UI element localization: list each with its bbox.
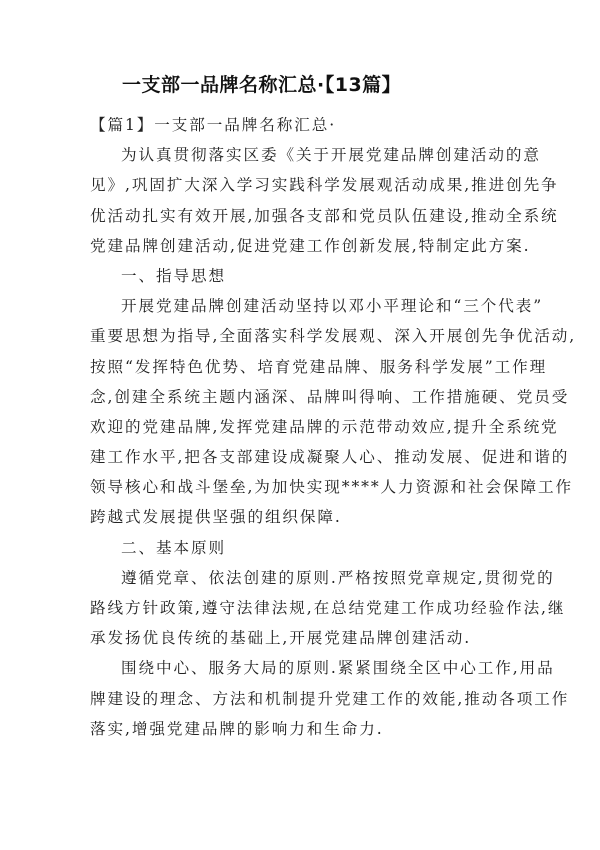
text-line: 党建品牌创建活动,促进党建工作创新发展,特制定此方案.	[90, 236, 531, 255]
text-line: 优活动扎实有效开展,加强各支部和党员队伍建设,推动全系统	[90, 206, 559, 225]
text-line: 欢迎的党建品牌,发挥党建品牌的示范带动效应,提升全系统党	[90, 417, 559, 436]
paragraph-intro	[90, 140, 559, 261]
text-line: 念,创建全系统主题内涵深、品牌叫得响、工作措施硬、党员受	[90, 387, 570, 406]
text-line: 路线方针政策,遵守法律法规,在总结党建工作成功经验作法,继	[90, 599, 566, 617]
paragraph-principle-serve-center	[90, 653, 570, 744]
text-line: 遵循党章、依法创建的原则.严格按照党章规定,贯彻党的	[121, 568, 555, 587]
text-line: 按照“发挥特色优势、培育党建品牌、服务科学发展”工作理	[90, 357, 548, 376]
paragraph-guiding-ideology	[90, 291, 577, 533]
text-line: 见》,巩固扩大深入学习实践科学发展观活动成果,推进创先争	[90, 176, 559, 195]
text-line: 重要思想为指导,全面落实科学发展观、深入开展创先争优活动,	[90, 327, 577, 346]
article-label: 【篇1】一支部一品牌名称汇总·	[90, 116, 337, 134]
text-line: 开展党建品牌创建活动坚持以邓小平理论和“三个代表”	[121, 297, 544, 316]
document-title: 一支部一品牌名称汇总·【13篇】	[122, 74, 402, 96]
text-line: 跨越式发展提供坚强的组织保障.	[90, 508, 342, 527]
text-line: 牌建设的理念、方法和机制提升党建工作的效能,推动各项工作	[90, 689, 570, 708]
text-line: 承发扬优良传统的基础上,开展党建品牌创建活动.	[90, 629, 472, 648]
section-heading-guiding-ideology: 一、指导思想	[121, 266, 226, 285]
text-line: 建工作水平,把各支部建设成凝聚人心、推动发展、促进和谐的	[90, 448, 570, 467]
text-line: 落实,增强党建品牌的影响力和生命力.	[90, 719, 384, 738]
document-body	[90, 110, 577, 744]
section-heading-basic-principles: 二、基本原则	[121, 538, 226, 557]
paragraph-principle-party-constitution	[90, 563, 566, 654]
text-line: 为认真贯彻落实区委《关于开展党建品牌创建活动的意	[121, 146, 541, 165]
text-line: 领导核心和战斗堡垒,为加快实现****人力资源和社会保障工作	[90, 478, 573, 497]
text-line: 围绕中心、服务大局的原则.紧紧围绕全区中心工作,用品	[121, 659, 555, 678]
